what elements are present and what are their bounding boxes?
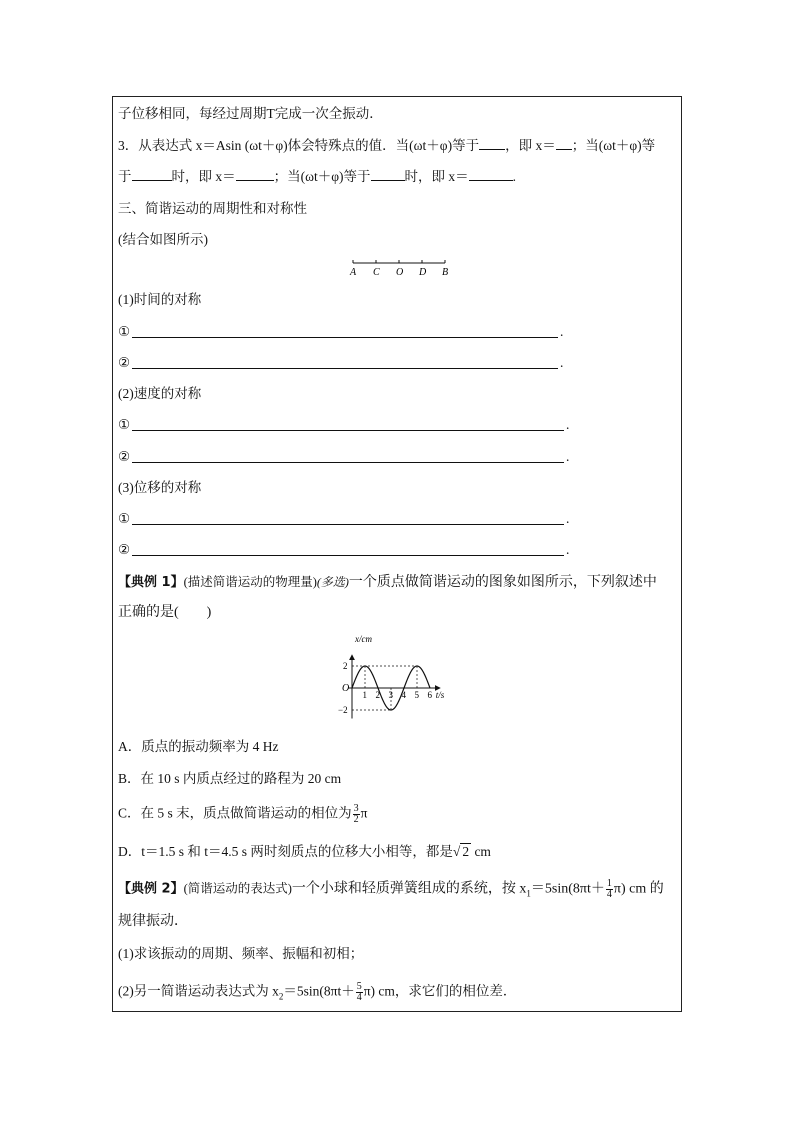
fraction-denominator: 4 (356, 992, 362, 1003)
axis-label-o: O (396, 267, 404, 278)
mark-2: ② (118, 355, 131, 370)
axis-label-b: B (442, 267, 449, 278)
option-c-pi: π (360, 805, 368, 821)
question-1: (1)求该振动的周期、频率、振幅和初相； (118, 946, 364, 961)
sqrt-radicand: 2 (462, 844, 470, 859)
answer-line[interactable] (132, 462, 564, 463)
example-2-expr: ＝5sin(8πt＋ (530, 881, 605, 897)
example-2-line-1 (118, 879, 664, 903)
period-mark: . (566, 417, 570, 432)
origin-label: O (342, 683, 350, 694)
text-line-3 (118, 168, 516, 186)
subscript: 2 (278, 991, 284, 1002)
sine-graph (330, 632, 460, 724)
fraction-denominator: 2 (353, 814, 359, 825)
answer-line[interactable] (132, 555, 564, 556)
diagram-hint: (结合如图所示) (118, 232, 208, 247)
period-mark: . (566, 449, 570, 464)
y-axis-label: x/cm (355, 634, 372, 644)
x-tick-label: 4 (401, 690, 406, 700)
example-1-line-2: 正确的是( ) (118, 605, 212, 620)
section-3-heading: 三、简谐运动的周期性和对称性 (118, 201, 307, 216)
axis-label-c: C (373, 267, 380, 278)
subscript: 1 (526, 888, 531, 899)
axis-label-a: A (350, 267, 357, 278)
text-line-3a: 于 (118, 169, 132, 184)
fraction-numerator: 3 (353, 803, 359, 814)
answer-line[interactable] (132, 337, 558, 338)
answer-line[interactable] (132, 368, 558, 369)
fill-blank[interactable] (236, 168, 274, 181)
axis-label-d: D (419, 267, 427, 278)
period-mark: . (560, 355, 564, 370)
example-2-subtitle: (简谐运动的表达式) (183, 881, 292, 896)
period-mark: . (560, 324, 564, 339)
x-axis-label: t/s (435, 690, 445, 700)
option-d-unit: cm (471, 844, 491, 859)
option-a[interactable]: A．质点的振动频率为 4 Hz (118, 739, 279, 754)
question-2 (118, 982, 516, 1005)
text-line-3d: 时，即 x＝ (404, 169, 469, 184)
fill-blank[interactable] (371, 168, 405, 181)
fill-blank[interactable] (556, 137, 572, 150)
example-1-question: 一个质点做简谐运动的图象如图所示，下列叙述中 (348, 575, 657, 590)
text-line-2 (118, 137, 655, 155)
answer-line[interactable] (132, 524, 564, 525)
option-b[interactable]: B．在 10 s 内质点经过的路程为 20 cm (118, 771, 342, 786)
sqrt-symbol: √ (452, 844, 461, 859)
text-line-2a: 3．从表达式 x＝Asin (ωt＋φ)体会特殊点的值．当(ωt＋φ)等于 (118, 138, 480, 153)
option-c-text: C．在 5 s 末，质点做简谐运动的相位为 (118, 805, 352, 821)
fraction-denominator: 4 (606, 889, 612, 900)
fraction (353, 804, 360, 825)
example-2-line-2: 规律振动． (118, 914, 188, 929)
x-tick-label: 1 (362, 690, 367, 700)
speed-symmetry-heading: (2)速度的对称 (118, 386, 202, 401)
period-mark: . (566, 511, 570, 526)
example-1-subtitle: (描述简谐运动的物理量) (183, 575, 317, 589)
fill-blank[interactable] (132, 168, 172, 181)
example-1-tag: 【典例 1】 (118, 575, 184, 590)
fraction (606, 879, 613, 900)
x-tick-label: 6 (427, 690, 432, 700)
question-2-end: π) cm，求它们的相位差． (363, 983, 517, 999)
option-d-text: D．t＝1.5 s 和 t＝4.5 s 两时刻质点的位移大小相等，都是 (118, 844, 453, 859)
example-2-text: 一个小球和轻质弹簧组成的系统，按 x (291, 881, 527, 897)
fill-blank[interactable] (479, 137, 505, 150)
y-tick-label: −2 (338, 705, 348, 715)
example-2-tag: 【典例 2】 (118, 881, 184, 897)
x-tick-label: 3 (388, 690, 393, 700)
mark-2: ② (118, 542, 131, 557)
answer-line[interactable] (132, 430, 564, 431)
example-1-line-1 (118, 573, 657, 592)
fraction-numerator: 1 (606, 878, 612, 889)
period-mark: . (566, 542, 570, 557)
axis-diagram (345, 255, 455, 280)
example-2-expr-end: π) cm 的 (613, 881, 664, 897)
x-tick-label: 2 (375, 690, 380, 700)
x-tick-label: 5 (414, 690, 419, 700)
fraction-numerator: 5 (356, 981, 362, 992)
text-line-3b: 时，即 x＝ (171, 169, 236, 184)
fraction (356, 982, 363, 1003)
time-symmetry-heading: (1)时间的对称 (118, 292, 202, 307)
displacement-symmetry-heading: (3)位移的对称 (118, 480, 202, 495)
mark-1: ① (118, 324, 131, 339)
mark-2: ② (118, 449, 131, 464)
question-2-text: (2)另一简谐运动表达式为 x (118, 983, 279, 999)
mark-1: ① (118, 417, 131, 432)
text-line-2b: ，即 x＝ (505, 138, 556, 153)
fill-blank[interactable] (469, 168, 513, 181)
y-tick-label: 2 (343, 661, 348, 671)
text-line-3e: . (512, 169, 517, 184)
option-c[interactable] (118, 804, 367, 825)
question-2-expr: ＝5sin(8πt＋ (283, 983, 355, 999)
text-line-1: 子位移相同，每经过周期T完成一次全振动． (118, 106, 383, 121)
mark-1: ① (118, 511, 131, 526)
text-line-2c: ；当(ωt＋φ)等 (571, 138, 656, 153)
text-line-3c: ；当(ωt＋φ)等于 (273, 169, 371, 184)
example-1-multi: (多选) (316, 575, 349, 589)
option-d[interactable] (118, 843, 491, 861)
